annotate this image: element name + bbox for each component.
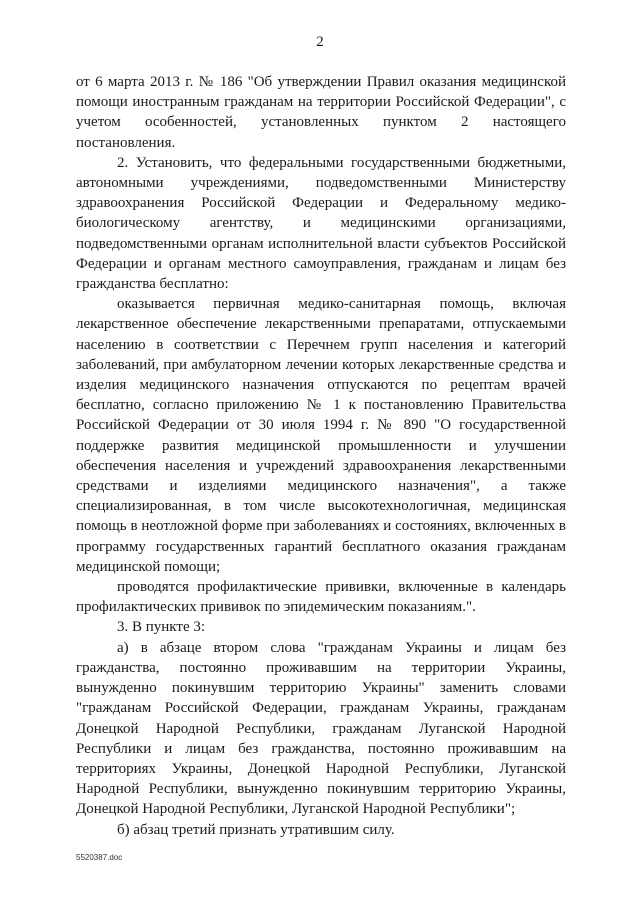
paragraph-continuation: от 6 марта 2013 г. № 186 "Об утверждении Правил оказания медицинской помощи иностранным гражданам на территории Российской Федерации", с учетом особенностей, установленных пунктом 2 настоящего постановления. — [76, 74, 566, 151]
paragraph-primary-care: оказывается первичная медико-санитарная помощь, включая лекарственное обеспечение лекарственными препаратами, отпускаемыми населению в соответствии с Перечнем групп населения и категорий заболеваний, при амбулаторном лечении которых лекарственные средства и изделия медицинского назначения отпускаются по рецептам врачей бесплатно, согласно приложению № 1 к постановлению Правительства Российской Федерации от 30 июля 1994 г. № 890 "О государственной поддержке развития медицинской промышленности и улучшении обеспечения населения и учреждений здравоохранения лекарственными средствами и изделиями медицинского назначения", а также специализированная, в том числе высокотехнологичная, медицинская помощь в неотложной форме при заболеваниях и состояниях, включенных в программу государственных гарантий бесплатного оказания гражданам медицинской помощи; — [76, 296, 566, 575]
paragraph-item-3: 3. В пункте 3: — [117, 619, 206, 636]
document-body — [76, 72, 566, 840]
paragraph-vaccinations: проводятся профилактические прививки, включенные в календарь профилактических прививок по эпидемическим показаниям.". — [76, 579, 566, 616]
paragraph-subitem-a: а) в абзаце втором слова "гражданам Украины и лицам без гражданства, постоянно проживавшим на территории Украины, вынужденно покинувшим территорию Украины" заменить словами "гражданам Российской Федерации, гражданам Украины, гражданам Донецкой Народной Республики, гражданам Луганской Народной Республики и лицам без гражданства, постоянно проживавшим на территориях Украины, Донецкой Народной Республики, Луганской Народной Республики, вынужденно покинувшим территорию Украины, Донецкой Народной Республики, Луганской Народной Республики"; — [76, 639, 566, 818]
paragraph-subitem-b: б) абзац третий признать утратившим силу. — [117, 821, 395, 838]
document-file-code: 5520387.doc — [76, 853, 123, 862]
paragraph-item-2: 2. Установить, что федеральными государственными бюджетными, автономными учреждениями, подведомственными Министерству здравоохранения Российской Федерации и Федеральному медико-биологическому агентству, и медицинскими организациями, подведомственными органам исполнительной власти субъектов Российской Федерации и органам местного самоуправления, гражданам и лицам без гражданства бесплатно: — [76, 154, 566, 293]
page-number: 2 — [316, 34, 324, 50]
